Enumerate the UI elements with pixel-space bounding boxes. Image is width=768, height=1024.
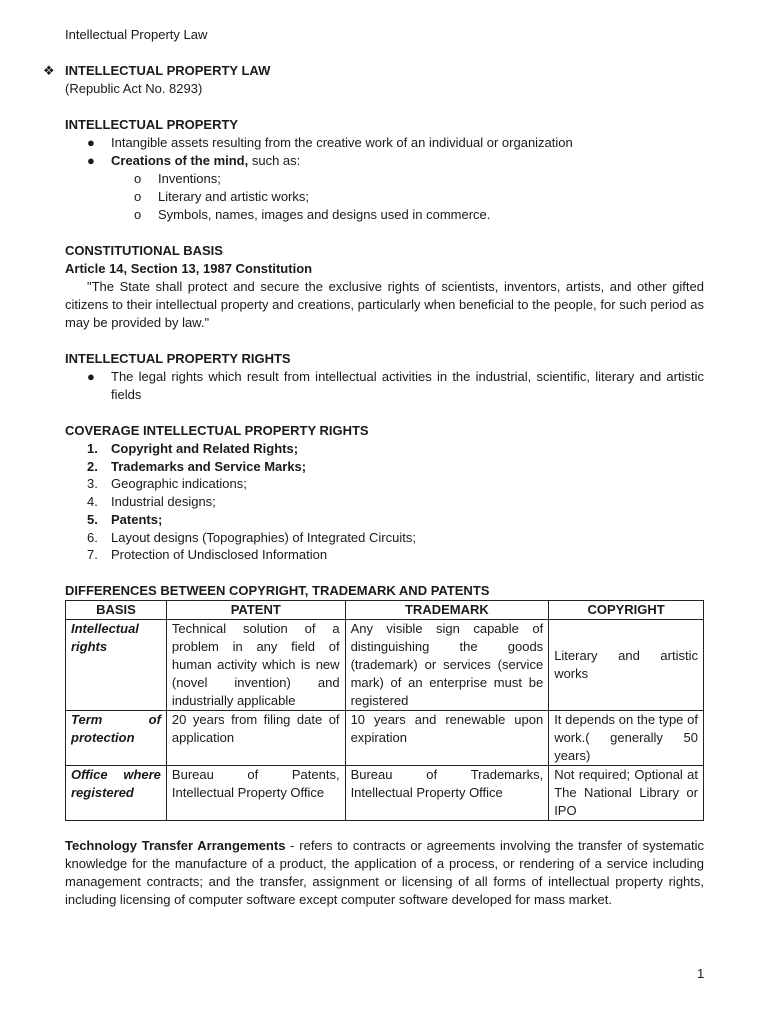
item-text: Copyright and Related Rights; xyxy=(111,441,299,456)
item-number: 1. xyxy=(87,441,98,456)
table-cell: Bureau of Trademarks, Intellectual Property Office xyxy=(345,765,549,820)
list-item xyxy=(65,546,704,564)
table-cell: Intellectual rights xyxy=(66,619,167,710)
list-item xyxy=(65,529,704,547)
ipr-bullet-list xyxy=(65,368,704,404)
list-item xyxy=(65,170,704,188)
list-item xyxy=(65,188,704,206)
column-header: COPYRIGHT xyxy=(549,600,704,619)
list-item xyxy=(65,368,704,404)
table-cell: Literary and artistic works xyxy=(549,619,704,710)
bullet-icon: ● xyxy=(87,369,95,384)
bullet-icon: ● xyxy=(87,135,95,150)
item-text: Trademarks and Service Marks; xyxy=(111,458,307,474)
circle-bullet-icon: o xyxy=(134,189,142,204)
ipr-heading: INTELLECTUAL PROPERTY RIGHTS xyxy=(65,351,291,366)
constitutional-article: Article 14, Section 13, 1987 Constitution xyxy=(65,261,313,276)
item-text: Patents; xyxy=(111,511,163,527)
document-subtitle: (Republic Act No. 8293) xyxy=(65,81,203,96)
list-item xyxy=(65,493,704,511)
list-item xyxy=(65,475,704,493)
item-number: 2. xyxy=(87,458,98,474)
list-item xyxy=(65,152,704,170)
ipr-bullet: The legal rights which result from intellectual activities in the industrial, scientific, literary and artistic fields xyxy=(111,369,704,402)
item-text: Layout designs (Topographies) of Integrated Circuits; xyxy=(111,529,416,545)
title-row xyxy=(43,62,704,80)
item-number: 3. xyxy=(87,476,98,492)
item-text: Geographic indications; xyxy=(111,476,247,492)
diamond-bullet-icon: ❖ xyxy=(43,63,55,78)
differences-heading: DIFFERENCES BETWEEN COPYRIGHT, TRADEMARK AND PATENTS xyxy=(65,582,490,598)
table-row xyxy=(66,710,704,765)
column-header: BASIS xyxy=(66,600,167,619)
table-cell: 10 years and renewable upon expiration xyxy=(345,710,549,765)
list-item xyxy=(65,458,704,476)
table-cell: Not required; Optional at The National Library or IPO xyxy=(549,765,704,820)
table-cell: Bureau of Patents, Intellectual Property Office xyxy=(166,765,345,820)
page-header: Intellectual Property Law xyxy=(65,27,208,42)
table-cell: Term of protection xyxy=(66,710,167,765)
sub-item-text: Literary and artistic works; xyxy=(158,189,309,204)
page-number: 1 xyxy=(697,966,705,981)
item-number: 5. xyxy=(87,511,98,527)
list-item xyxy=(65,134,704,152)
coverage-list xyxy=(65,440,704,564)
bullet-icon: ● xyxy=(87,153,95,168)
table-cell: Any visible sign capable of distinguishing the goods (trademark) or services (service mark) of an enterprise must be registered xyxy=(345,619,549,710)
tta-text: - refers to contracts or agreements involving the transfer of systematic knowledge for the manufacture of a product, the application of a process, or rendering of a service including management contracts; and the transfer, assignment or licensing of all forms of intellectual property rights, including licensing of computer software except computer software developed for mass market. xyxy=(65,837,704,907)
constitutional-quote: "The State shall protect and secure the exclusive rights of scientists, inventors, artists, and other gifted citizens to their intellectual property and creations, particularly when beneficial to the people, for such period as may be provided by law." xyxy=(65,279,704,330)
circle-bullet-icon: o xyxy=(134,207,142,222)
table-header-row xyxy=(66,600,704,619)
sub-item-text: Symbols, names, images and designs used in commerce. xyxy=(158,207,491,222)
item-number: 4. xyxy=(87,494,98,510)
ip-bullet-2-bold: Creations of the mind, xyxy=(111,153,249,168)
item-text: Industrial designs; xyxy=(111,494,216,510)
table-row xyxy=(66,619,704,710)
table-cell: Technical solution of a problem in any field of human activity which is new (novel invention) and industrially applicable xyxy=(166,619,345,710)
list-item xyxy=(65,440,704,458)
column-header: PATENT xyxy=(166,600,345,619)
document-body xyxy=(43,62,704,909)
coverage-heading: COVERAGE INTELLECTUAL PROPERTY RIGHTS xyxy=(65,423,369,438)
circle-bullet-icon: o xyxy=(134,171,142,186)
item-text: Protection of Undisclosed Information xyxy=(111,547,328,563)
tta-paragraph xyxy=(65,837,704,909)
item-number: 6. xyxy=(87,529,98,545)
ip-bullet-2-rest: such as: xyxy=(248,153,301,168)
tta-term: Technology Transfer Arrangements xyxy=(65,837,286,853)
constitutional-heading: CONSTITUTIONAL BASIS xyxy=(65,243,223,258)
list-item xyxy=(65,511,704,529)
list-item xyxy=(65,206,704,224)
table-row xyxy=(66,765,704,820)
table-cell: Office where registered xyxy=(66,765,167,820)
item-number: 7. xyxy=(87,547,98,563)
column-header: TRADEMARK xyxy=(345,600,549,619)
ip-bullet-list xyxy=(65,134,704,170)
table-cell: 20 years from filing date of application xyxy=(166,710,345,765)
ip-sub-list xyxy=(65,170,704,224)
sub-item-text: Inventions; xyxy=(158,171,221,186)
ip-bullet-1: Intangible assets resulting from the creative work of an individual or organization xyxy=(111,135,573,150)
document-title: INTELLECTUAL PROPERTY LAW xyxy=(65,63,271,78)
ip-heading: INTELLECTUAL PROPERTY xyxy=(65,117,239,132)
table-cell: It depends on the type of work.( generally 50 years) xyxy=(549,710,704,765)
differences-table xyxy=(65,600,704,821)
